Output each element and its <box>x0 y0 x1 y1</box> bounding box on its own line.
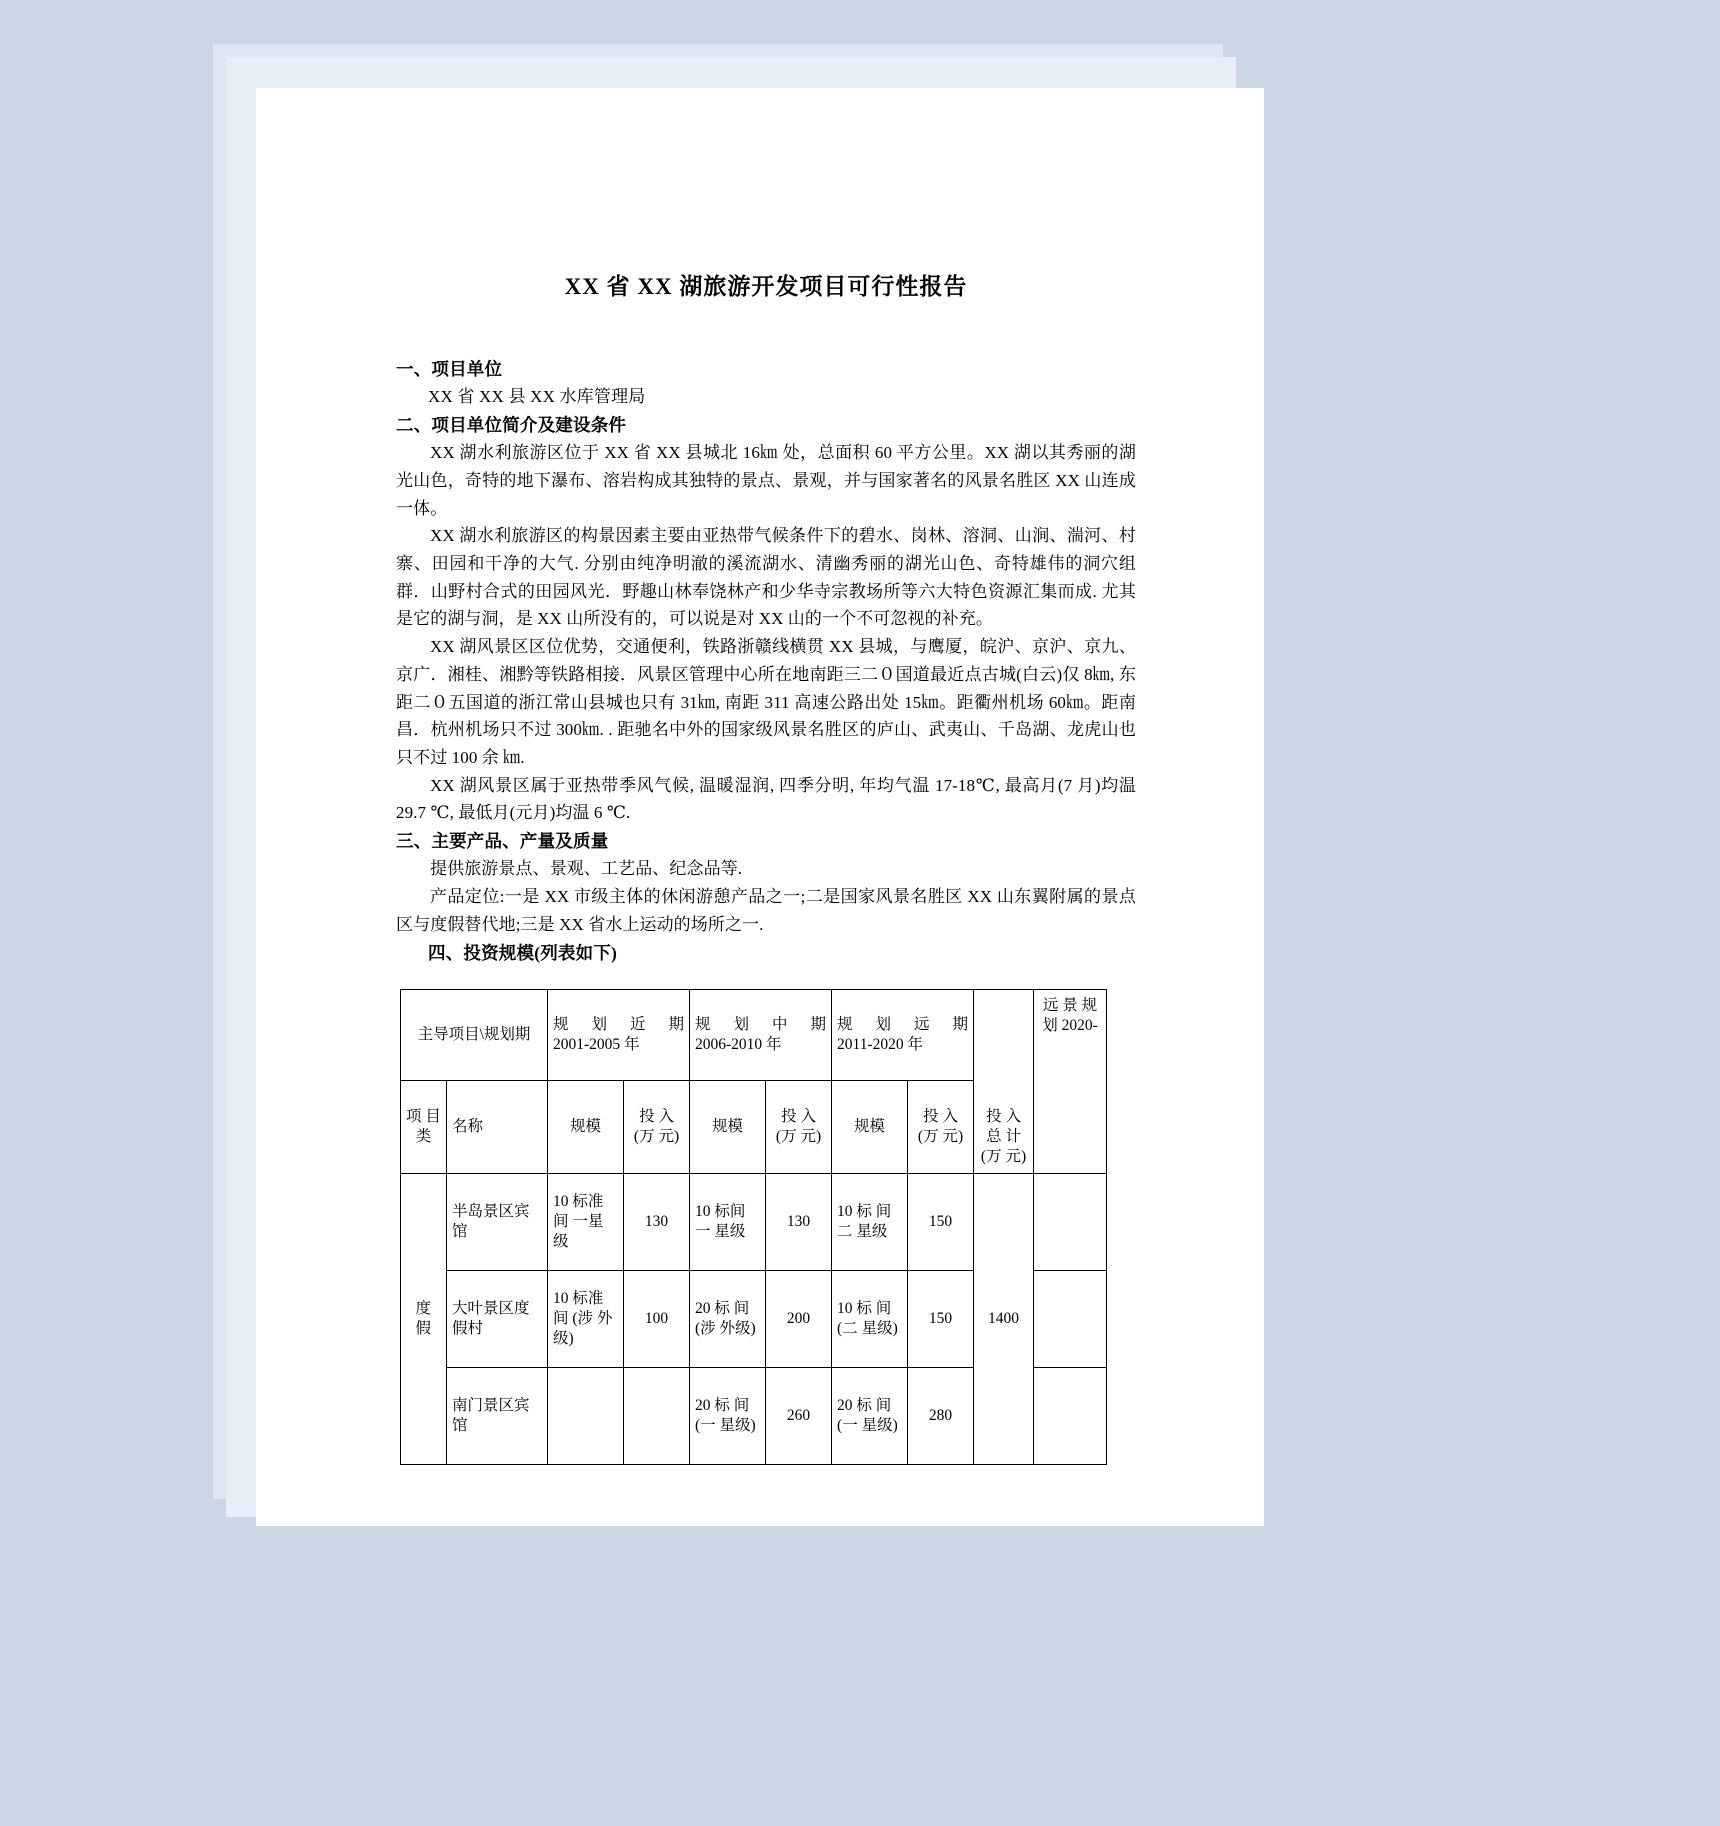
header-total-investment: 投 入 总 计 (万 元) <box>974 989 1034 1173</box>
row-1-far-invest: 150 <box>908 1173 974 1270</box>
row-3-name: 南门景区宾馆 <box>447 1367 548 1464</box>
row-2-near-invest: 100 <box>624 1270 690 1367</box>
header-mid-scale: 规模 <box>690 1080 766 1173</box>
section-3-heading: 三、主要产品、产量及质量 <box>396 831 609 852</box>
section-2-paragraph-1: XX 湖水利旅游区位于 XX 省 XX 县城北 16㎞ 处，总面积 60 平方公里。XX 湖以其秀丽的湖光山色，奇特的地下瀑布、溶岩构成其独特的景点、景观，并与国家著名的风景名胜区 XX 山连成一体。 <box>396 443 1136 518</box>
header-mid-invest: 投 入 (万 元) <box>766 1080 832 1173</box>
row-2-near-scale: 10 标准间 (涉 外 级) <box>548 1270 624 1367</box>
row-2-mid-invest: 200 <box>766 1270 832 1367</box>
document-page <box>256 88 1264 1526</box>
row-total-investment: 1400 <box>974 1173 1034 1464</box>
row-1-name: 半岛景区宾馆 <box>447 1173 548 1270</box>
row-2-far-invest: 150 <box>908 1270 974 1367</box>
page-title: XX 省 XX 湖旅游开发项目可行性报告 <box>564 274 968 299</box>
row-1-mid-scale: 10 标间 一 星级 <box>690 1173 766 1270</box>
header-far-period <box>832 989 974 1080</box>
section-3-paragraph-2: 产品定位:一是 XX 市级主体的休闲游憩产品之一;二是国家风景名胜区 XX 山东翼附属的景点区与度假替代地;三是 XX 省水上运动的场所之一. <box>396 887 1136 934</box>
header-vision-plan: 远 景 规 划 2020- <box>1034 989 1107 1173</box>
row-3-far-invest: 280 <box>908 1367 974 1464</box>
section-2-paragraph-3: XX 湖风景区区位优势，交通便利，铁路浙赣线横贯 XX 县城，与鹰厦，皖沪、京沪、京九、京广．湘桂、湘黔等铁路相接．风景区管理中心所在地南距三二０国道最近点古城(白云)仅 8㎞, 东距二０五国道的浙江常山县城也只有 31㎞, 南距 311 高速公路出处 15㎞。距衢州机场 60㎞。距南昌．杭州机场只不过 300㎞. . 距驰名中外的国家级风景名胜区的庐山、武夷山、千岛湖、龙虎山也只不过 100 余 ㎞. <box>396 637 1136 767</box>
header-far-invest: 投 入 (万 元) <box>908 1080 974 1173</box>
header-mid-period-title: 规 划 中 期 <box>695 1016 827 1034</box>
header-main-project: 主导项目\规划期 <box>401 989 548 1080</box>
header-near-invest: 投 入 (万 元) <box>624 1080 690 1173</box>
header-near-period-title: 规 划 近 期 <box>553 1016 685 1034</box>
row-3-near-invest <box>624 1367 690 1464</box>
row-3-vision <box>1034 1367 1107 1464</box>
row-3-near-scale <box>548 1367 624 1464</box>
header-mid-period-years: 2006-2010 年 <box>695 1035 782 1053</box>
row-2-name: 大叶景区度假村 <box>447 1270 548 1367</box>
row-1-far-scale: 10 标 间 二 星级 <box>832 1173 908 1270</box>
row-1-vision <box>1034 1173 1107 1270</box>
table-header-row-1 <box>401 989 1107 1080</box>
section-2-paragraph-2: XX 湖水利旅游区的构景因素主要由亚热带气候条件下的碧水、岗林、溶洞、山涧、湍河、村寨、田园和干净的大气. 分别由纯净明澈的溪流湖水、清幽秀丽的湖光山色、奇特雄伟的洞穴组群．山野村合式的田园风光．野趣山林奉饶林产和少华寺宗教场所等六大特色资源汇集而成. 尤其是它的湖与洞，是 XX 山所没有的，可以说是对 XX 山的一个不可忽视的补充。 <box>396 526 1136 629</box>
row-3-mid-scale: 20 标 间(一 星级) <box>690 1367 766 1464</box>
section-2-paragraph-4: XX 湖风景区属于亚热带季风气候, 温暖湿润, 四季分明, 年均气温 17-18℃, 最高月(7 月)均温 29.7 ℃, 最低月(元月)均温 6 ℃. <box>396 775 1136 823</box>
header-project-name: 名称 <box>447 1080 548 1173</box>
row-1-mid-invest: 130 <box>766 1173 832 1270</box>
section-1-heading: 一、项目单位 <box>396 359 503 379</box>
header-project-category: 项 目 类 <box>401 1080 447 1173</box>
row-2-far-scale: 10 标 间(二 星级) <box>832 1270 908 1367</box>
row-3-mid-invest: 260 <box>766 1367 832 1464</box>
section-3-paragraph-1: 提供旅游景点、景观、工艺品、纪念品等. <box>430 859 743 879</box>
table-row <box>401 1173 1107 1270</box>
row-1-near-scale: 10 标准间 一星级 <box>548 1173 624 1270</box>
header-far-scale: 规模 <box>832 1080 908 1173</box>
header-far-period-years: 2011-2020 年 <box>837 1035 923 1053</box>
header-mid-period <box>690 989 832 1080</box>
investment-table-wrapper <box>400 989 1136 1465</box>
row-2-mid-scale: 20 标 间(涉 外级) <box>690 1270 766 1367</box>
header-near-period-years: 2001-2005 年 <box>553 1035 640 1053</box>
section-1-unit-name: XX 省 XX 县 XX 水库管理局 <box>428 387 646 407</box>
title-spacer <box>396 301 1136 355</box>
header-near-period <box>548 989 690 1080</box>
row-3-far-scale: 20 标 间(一 星级) <box>832 1367 908 1464</box>
section-2-heading: 二、项目单位简介及建设条件 <box>396 414 627 435</box>
document-content <box>396 88 1136 1465</box>
investment-scale-table <box>400 989 1107 1465</box>
row-category-label: 度 假 <box>401 1173 447 1464</box>
header-near-scale: 规模 <box>548 1080 624 1173</box>
row-1-near-invest: 130 <box>624 1173 690 1270</box>
row-2-vision <box>1034 1270 1107 1367</box>
section-4-heading: 四、投资规模(列表如下) <box>428 942 618 963</box>
header-far-period-title: 规 划 远 期 <box>837 1016 969 1034</box>
